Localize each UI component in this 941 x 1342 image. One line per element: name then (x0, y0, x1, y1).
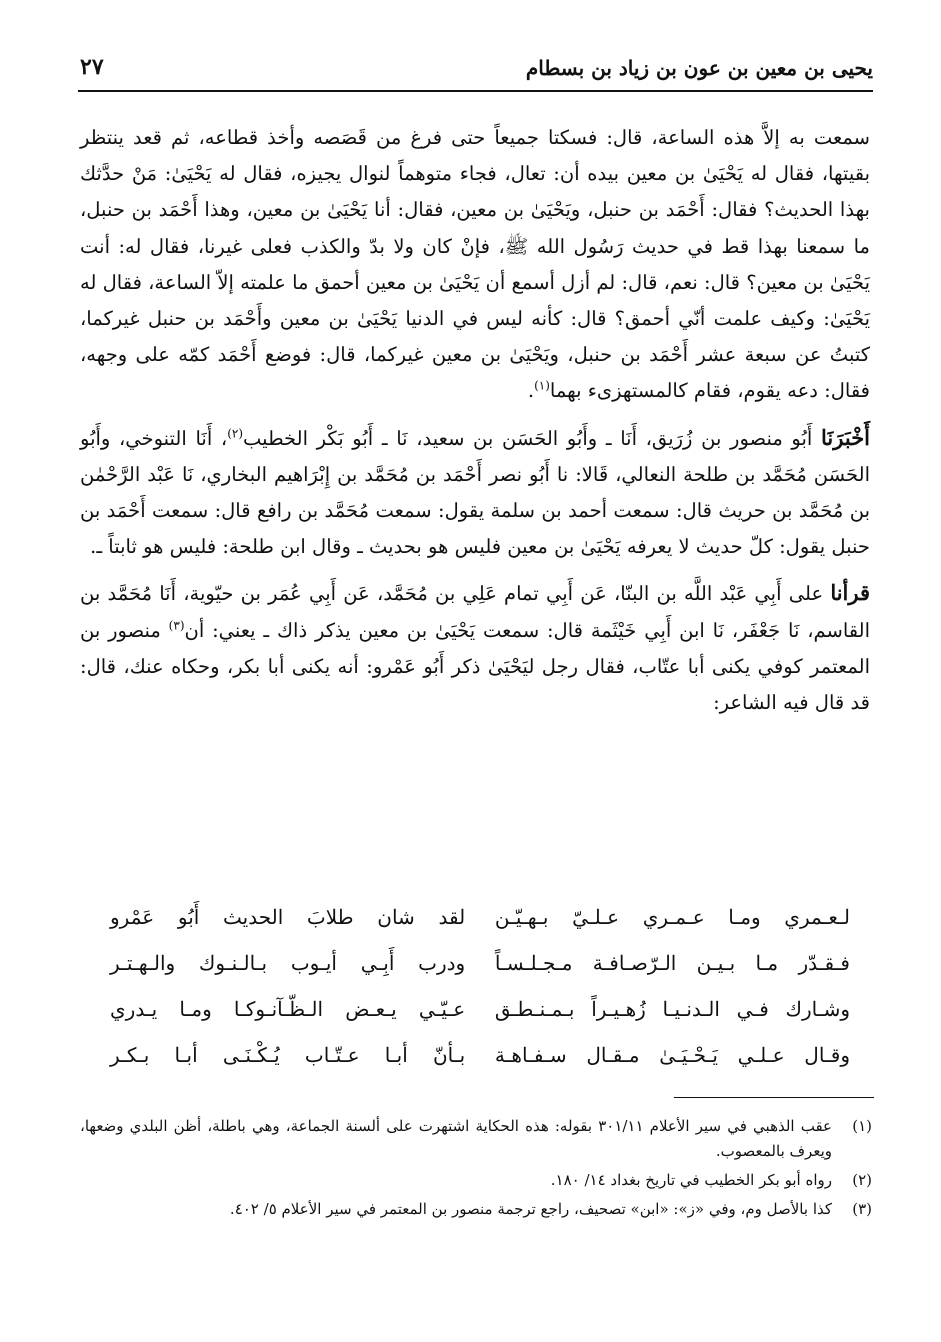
poem-hemistich-left: ودرب أَبِـي أيـوب بـالـنـوك والـهـتـر (110, 951, 466, 975)
paragraph-3-text-a: على أَبِي عَبْد اللَّه بن البنّا، عَن أَبِي تمام عَلِي بن مُحَمَّد، عَن أَبِي عُمَر بن حيّوية، أَنَا مُحَمَّد بن القاسم، نَا جَعْفَر، نَا ابن أَبِي خَيْثَمة قال: سمعت يَحْيَىٰ بن معين يذكر ذاك ـ يعني: أن (80, 582, 871, 642)
paragraph-2 (80, 420, 870, 566)
poem-hemistich-right: لـعـمري ومـا عـمـري عـلـيّ بـهـيّـن (494, 905, 850, 929)
paragraph-2-text-b: ، أَنَا التنوخي، وأَبُو الحَسَن مُحَمَّد بن طلحة النعالي، قَالا: نا أَبُو نصر أَحْمَد بن مُحَمَّد بن إِبْرَاهيم البخاري، نَا عَبْد الرَّحْمٰن بن مُحَمَّد بن حريث قال: سمعت أحمد بن سلمة يقول: سمعت مُحَمَّد بن رافع قال: سمعت أَحْمَد بن حنبل يقول: كلّ حديث لا يعرفه يَحْيَىٰ بن معين فليس هو بحديث ـ وقال ابن طلحة: فليس هو ثابتاً ـ. (80, 426, 870, 559)
footnote-ref-1: (١) (534, 378, 550, 393)
poem-hemistich-left: بـأنّ أبـا عـتّـاب يُـكْـنَـى أبـا بـكـر (110, 1043, 466, 1067)
poem-verse (110, 900, 850, 946)
poem-hemistich-right: وشـارك فـي الـدنـيـا زُهـيـراً بـمـنـطـق (494, 997, 850, 1021)
footnote-text: عقب الذهبي في سير الأعلام ٣٠١/١١ بقوله: هذه الحكاية اشتهرت على ألسنة الجماعة، وهي باطلة، أظن البلدي وضعها، ويعرف بالمعصوب. (80, 1117, 832, 1160)
footnote (80, 1168, 872, 1193)
footnote (80, 1114, 872, 1164)
paragraph-3-text-b: منصور بن المعتمر كوفي يكنى أبا عتّاب، فقال رجل ليَحْيَىٰ ذكر أَبُو عَمْرو: أنه يكنى أبا بكر، وحكاه عنك، قال: قد قال فيه الشاعر: (80, 618, 870, 715)
footnote-number: (٢) (852, 1171, 872, 1189)
footnotes (80, 1114, 872, 1226)
paragraph-1 (80, 120, 870, 410)
poem (110, 900, 850, 1084)
poem-hemistich-left: عـيّـي يـعـض الـظّـآنـوكـا ومـا يـدري (110, 997, 466, 1021)
main-text (80, 120, 870, 731)
footnote-number: (٣) (852, 1200, 872, 1218)
paragraph-1-text: سمعت به إلاَّ هذه الساعة، قال: فسكتا جميعاً حتى فرغ من قَصَصه وأخذ قطاعه، ثم قعد ينتظر بقيتها، فقال له يَحْيَىٰ بن معين بيده أن: تعال، فجاء متوهماً لنوال يجيزه، فقال له يَحْيَىٰ: مَنْ حدَّثك بهذا الحديث؟ فقال: أَحْمَد بن حنبل، ويَحْيَىٰ بن معين، فقال: أنا يَحْيَىٰ بن معين، وهذا أَحْمَد بن حنبل، ما سمعنا بهذا قط في حديث رَسُول الله ﷺ، فإنْ كان ولا بدّ والكذب فعلى غيرنا، فقال له: أنت يَحْيَىٰ بن معين؟ قال: نعم، قال: لم أزل أسمع أن يَحْيَىٰ بن معين أحمق ما علمته إلاّ الساعة، فقال له يَحْيَىٰ: وكيف علمت أنّي أحمق؟ قال: كأنه ليس في الدنيا يَحْيَىٰ بن معين وأَحْمَد بن حنبل غيركما، كتبتُ عن سبعة عشر أَحْمَد بن حنبل، ويَحْيَىٰ بن معين غيركما، قال: فوضع أَحْمَد كمّه على وجهه، فقال: دعه يقوم، فقام كالمستهزىء بهما (80, 126, 870, 403)
footnote-text: كذا بالأصل وم، وفي «ز»: «ابن» تصحيف، راجع ترجمة منصور بن المعتمر في سير الأعلام ٥/ ٤٠٢. (229, 1200, 832, 1218)
footnote-number: (١) (852, 1117, 872, 1135)
poem-hemistich-right: فـقـدّر مـا بـيـن الـرّصـافـة مـجـلـسـاً (494, 951, 850, 975)
footnote (80, 1197, 872, 1222)
footnote-ref-2: (٢) (227, 426, 244, 441)
paragraph-2-text-a: أَبُو منصور بن زُرَيق، أَنَا ـ وأَبُو الحَسَن بن سعيد، نَا ـ أَبُو بَكْر الخطيب (243, 426, 813, 450)
poem-verse (110, 992, 850, 1038)
footnote-text: رواه أبو بكر الخطيب في تاريخ بغداد ١٤/ ١٨٠. (550, 1171, 832, 1189)
poem-hemistich-right: وقـال عـلـي يَـحْـيَـىٰ مـقـال سـفـاهـة (494, 1043, 850, 1067)
paragraph-3-lead: قرأنا (830, 580, 871, 606)
running-head-title: يحيى بن معين بن عون بن زياد بن بسطام (525, 56, 873, 80)
running-header (78, 52, 873, 92)
paragraph-3 (80, 575, 870, 721)
poem-verse (110, 946, 850, 992)
poem-verse (110, 1038, 850, 1084)
footnote-separator (674, 1097, 874, 1098)
paragraph-2-lead: أَخْبَرَنَا (821, 424, 871, 450)
footnote-ref-3: (٣) (168, 618, 185, 633)
page-number: ٢٧ (80, 54, 104, 80)
poem-hemistich-left: لقد شان طلابَ الحديث أَبُو عَمْرو (110, 905, 466, 929)
paragraph-1-end: . (527, 379, 535, 403)
